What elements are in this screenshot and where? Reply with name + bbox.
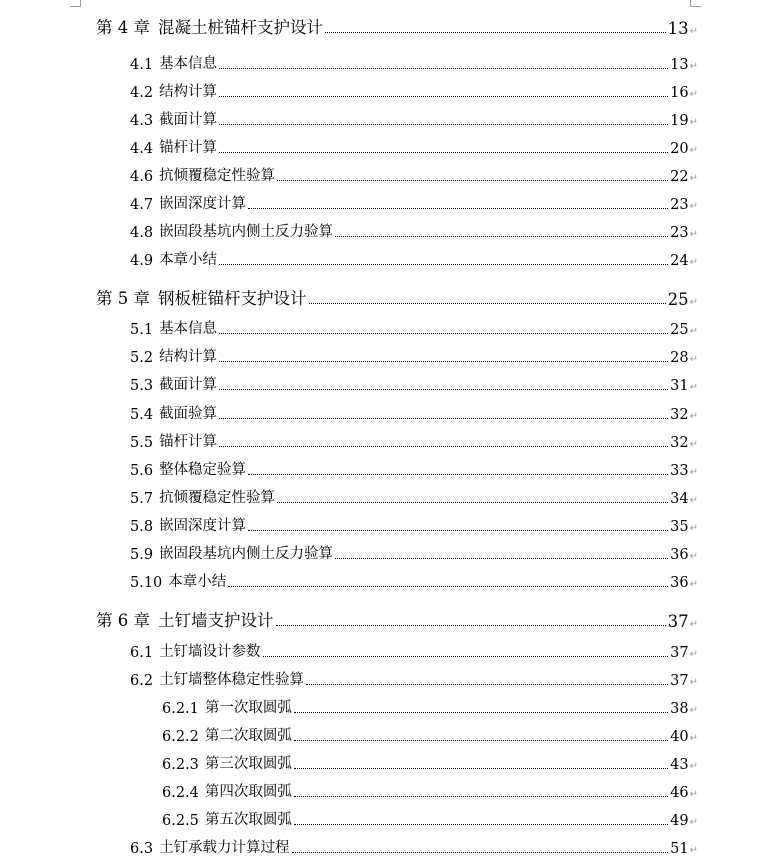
toc-entry-title: 第二次取圆弧 <box>204 728 292 744</box>
toc-entry-title: 抗倾覆稳定性验算 <box>159 490 276 506</box>
toc-subsection-entry[interactable] <box>162 753 698 773</box>
toc-entry-title: 结构计算 <box>159 349 218 365</box>
toc-entry-title: 第一次取圆弧 <box>204 700 292 716</box>
toc-page-number: 13 <box>670 57 689 73</box>
toc-entry-number: 4.3 <box>130 113 154 129</box>
dot-leader <box>219 418 668 419</box>
toc-entry-number: 5.3 <box>130 378 154 394</box>
paragraph-return-mark: ↵ <box>689 354 698 365</box>
toc-page-number: 20 <box>670 141 689 157</box>
toc-entry-number: 6.2.4 <box>162 785 199 801</box>
dot-leader <box>219 96 668 97</box>
paragraph-return-mark: ↵ <box>689 649 698 660</box>
toc-entry-title: 基本信息 <box>159 56 218 72</box>
toc-entry-title: 结构计算 <box>159 84 218 100</box>
toc-entry-number: 6.3 <box>130 841 154 857</box>
toc-entry-number: 5.9 <box>130 547 154 563</box>
toc-entry-title: 土钉墙支护设计 <box>158 611 274 630</box>
toc-entry-number: 4.9 <box>130 253 154 269</box>
paragraph-return-mark: ↵ <box>689 523 698 534</box>
dot-leader <box>294 824 668 825</box>
toc-page-number: 38 <box>670 701 689 717</box>
dot-leader <box>219 152 668 153</box>
toc-entry-number: 5.4 <box>130 407 154 423</box>
toc-entry-title: 基本信息 <box>159 321 218 337</box>
toc-page-number: 32 <box>670 435 689 451</box>
dot-leader <box>294 740 668 741</box>
toc-entry-title: 土钉承载力计算过程 <box>159 840 290 856</box>
toc-page-number: 32 <box>670 407 689 423</box>
paragraph-return-mark: ↵ <box>689 257 698 268</box>
toc-section-entry[interactable] <box>130 487 698 507</box>
toc-page-number: 35 <box>670 519 689 535</box>
toc-entry-number: 4.6 <box>130 169 154 185</box>
toc-page-number: 16 <box>670 85 689 101</box>
toc-entry-title: 锚杆计算 <box>159 140 218 156</box>
toc-entry-title: 第三次取圆弧 <box>204 756 292 772</box>
dot-leader <box>263 656 669 657</box>
toc-entry-number: 5.6 <box>130 463 154 479</box>
toc-section-entry[interactable] <box>130 318 698 338</box>
toc-entry-title: 第四次取圆弧 <box>204 784 292 800</box>
toc-section-entry[interactable] <box>130 374 698 394</box>
toc-section-entry[interactable] <box>130 515 698 535</box>
toc-section-entry[interactable] <box>130 221 698 241</box>
dot-leader <box>294 768 668 769</box>
paragraph-return-mark: ↵ <box>689 326 698 337</box>
dot-leader <box>219 361 668 362</box>
dot-leader <box>294 796 668 797</box>
toc-subsection-entry[interactable] <box>162 725 698 745</box>
paragraph-return-mark: ↵ <box>689 201 698 212</box>
paragraph-return-mark: ↵ <box>689 439 698 450</box>
toc-entry-number: 5.1 <box>130 322 154 338</box>
paragraph-return-mark: ↵ <box>689 789 698 800</box>
toc-entry-title: 土钉墙设计参数 <box>159 644 261 660</box>
dot-leader <box>306 684 668 685</box>
dot-leader <box>248 208 668 209</box>
toc-section-entry[interactable] <box>130 165 698 185</box>
toc-section-entry[interactable] <box>130 669 698 689</box>
dot-leader <box>248 530 668 531</box>
dot-leader <box>219 124 668 125</box>
paragraph-return-mark: ↵ <box>689 551 698 562</box>
paragraph-return-mark: ↵ <box>689 411 698 422</box>
toc-section-entry[interactable] <box>130 346 698 366</box>
toc-entry-title: 混凝土桩锚杆支护设计 <box>158 18 323 37</box>
toc-entry-number: 6.2.3 <box>162 757 199 773</box>
toc-page-number: 36 <box>670 575 689 591</box>
toc-page-number: 31 <box>670 378 689 394</box>
paragraph-return-mark: ↵ <box>689 117 698 128</box>
paragraph-return-mark: ↵ <box>689 145 698 156</box>
paragraph-return-mark: ↵ <box>689 173 698 184</box>
toc-page-number: 13 <box>667 19 689 38</box>
toc-page-number: 40 <box>670 729 689 745</box>
toc-entry-number: 6.1 <box>130 645 154 661</box>
toc-entry-number: 5.2 <box>130 350 154 366</box>
toc-entry-number: 5.7 <box>130 491 154 507</box>
dot-leader <box>219 389 668 390</box>
toc-entry-title: 嵌固深度计算 <box>159 196 247 212</box>
toc-entry-number: 4.4 <box>130 141 154 157</box>
toc-chapter-entry[interactable] <box>96 12 698 38</box>
toc-entry-title: 第五次取圆弧 <box>204 812 292 828</box>
paragraph-return-mark: ↵ <box>689 467 698 478</box>
toc-entry-number: 4.8 <box>130 225 154 241</box>
dot-leader <box>219 446 668 447</box>
paragraph-return-mark: ↵ <box>689 733 698 744</box>
toc-page-number: 46 <box>670 785 689 801</box>
toc-page-number: 23 <box>670 225 689 241</box>
toc-subsection-entry[interactable] <box>162 781 698 801</box>
toc-page-number: 34 <box>670 491 689 507</box>
toc-page-number: 25 <box>670 322 689 338</box>
paragraph-return-mark: ↵ <box>689 817 698 828</box>
toc-subsection-entry[interactable] <box>162 809 698 829</box>
toc-chapter-entry[interactable] <box>96 605 698 631</box>
toc-entry-title: 钢板桩锚杆支护设计 <box>158 289 307 308</box>
toc-entry-title: 锚杆计算 <box>159 434 218 450</box>
toc-entry-title: 嵌固深度计算 <box>159 518 247 534</box>
toc-entry-title: 截面计算 <box>159 112 218 128</box>
toc-entry-number: 第 4 章 <box>96 18 150 37</box>
toc-section-entry[interactable] <box>130 53 698 73</box>
dot-leader <box>335 236 668 237</box>
toc-entry-title: 截面验算 <box>159 406 218 422</box>
toc-section-entry[interactable] <box>130 137 698 157</box>
toc-section-entry[interactable] <box>130 403 698 423</box>
toc-page-number: 37 <box>670 673 689 689</box>
toc-page-number: 51 <box>670 841 689 857</box>
dot-leader <box>294 712 668 713</box>
toc-entry-number: 5.10 <box>130 575 163 591</box>
paragraph-return-mark: ↵ <box>689 61 698 72</box>
toc-subsection-entry[interactable] <box>162 697 698 717</box>
paragraph-return-mark: ↵ <box>689 619 698 630</box>
toc-entry-number: 6.2.5 <box>162 813 199 829</box>
dot-leader <box>309 303 666 304</box>
toc-entry-title: 截面计算 <box>159 377 218 393</box>
toc-entry-title: 土钉墙整体稳定性验算 <box>159 672 305 688</box>
paragraph-return-mark: ↵ <box>689 705 698 716</box>
toc-entry-number: 6.2.2 <box>162 729 199 745</box>
toc-section-entry[interactable] <box>130 249 698 269</box>
toc-page-number: 49 <box>670 813 689 829</box>
toc-section-entry[interactable] <box>130 837 698 857</box>
dot-leader <box>335 558 668 559</box>
toc-entry-title: 本章小结 <box>159 252 218 268</box>
dot-leader <box>228 586 668 587</box>
dot-leader <box>248 474 668 475</box>
toc-entry-title: 嵌固段基坑内侧土反力验算 <box>159 546 334 562</box>
toc-entry-number: 6.2.1 <box>162 701 199 717</box>
dot-leader <box>325 32 666 33</box>
dot-leader <box>219 68 668 69</box>
toc-section-entry[interactable] <box>130 641 698 661</box>
toc-entry-number: 5.5 <box>130 435 154 451</box>
dot-leader <box>219 264 668 265</box>
toc-entry-number: 4.7 <box>130 197 154 213</box>
toc-page-number: 33 <box>670 463 689 479</box>
dot-leader <box>277 180 668 181</box>
toc-page-number: 28 <box>670 350 689 366</box>
toc-entry-number: 第 5 章 <box>96 289 150 308</box>
toc-entry-title: 抗倾覆稳定性验算 <box>159 168 276 184</box>
dot-leader <box>292 852 669 853</box>
toc-entry-number: 第 6 章 <box>96 611 150 630</box>
toc-page-number: 37 <box>667 612 689 631</box>
toc-page-number: 24 <box>670 253 689 269</box>
toc-page-number: 37 <box>670 645 689 661</box>
toc-page-number: 36 <box>670 547 689 563</box>
toc-page-number: 43 <box>670 757 689 773</box>
toc-section-entry[interactable] <box>130 571 698 591</box>
toc-entry-number: 5.8 <box>130 519 154 535</box>
toc-page-number: 19 <box>670 113 689 129</box>
toc-section-entry[interactable] <box>130 193 698 213</box>
toc-entry-title: 整体稳定验算 <box>159 462 247 478</box>
paragraph-return-mark: ↵ <box>689 761 698 772</box>
paragraph-return-mark: ↵ <box>689 579 698 590</box>
toc-section-entry[interactable] <box>130 109 698 129</box>
toc-entry-number: 4.1 <box>130 57 154 73</box>
toc-page-number: 22 <box>670 169 689 185</box>
toc-entry-title: 本章小结 <box>168 574 227 590</box>
paragraph-return-mark: ↵ <box>689 229 698 240</box>
dot-leader <box>276 625 666 626</box>
paragraph-return-mark: ↵ <box>689 26 698 37</box>
toc-chapter-entry[interactable] <box>96 283 698 309</box>
toc-page-number: 25 <box>667 290 689 309</box>
toc-entry-number: 6.2 <box>130 673 154 689</box>
paragraph-return-mark: ↵ <box>689 89 698 100</box>
toc-section-entry[interactable] <box>130 459 698 479</box>
toc-section-entry[interactable] <box>130 81 698 101</box>
toc-entry-title: 嵌固段基坑内侧土反力验算 <box>159 224 334 240</box>
paragraph-return-mark: ↵ <box>689 297 698 308</box>
dot-leader <box>219 333 668 334</box>
dot-leader <box>277 502 668 503</box>
paragraph-return-mark: ↵ <box>689 845 698 856</box>
paragraph-return-mark: ↵ <box>689 677 698 688</box>
toc-section-entry[interactable] <box>130 431 698 451</box>
toc-page-number: 23 <box>670 197 689 213</box>
paragraph-return-mark: ↵ <box>689 495 698 506</box>
paragraph-return-mark: ↵ <box>689 382 698 393</box>
toc-section-entry[interactable] <box>130 543 698 563</box>
toc-entry-number: 4.2 <box>130 85 154 101</box>
